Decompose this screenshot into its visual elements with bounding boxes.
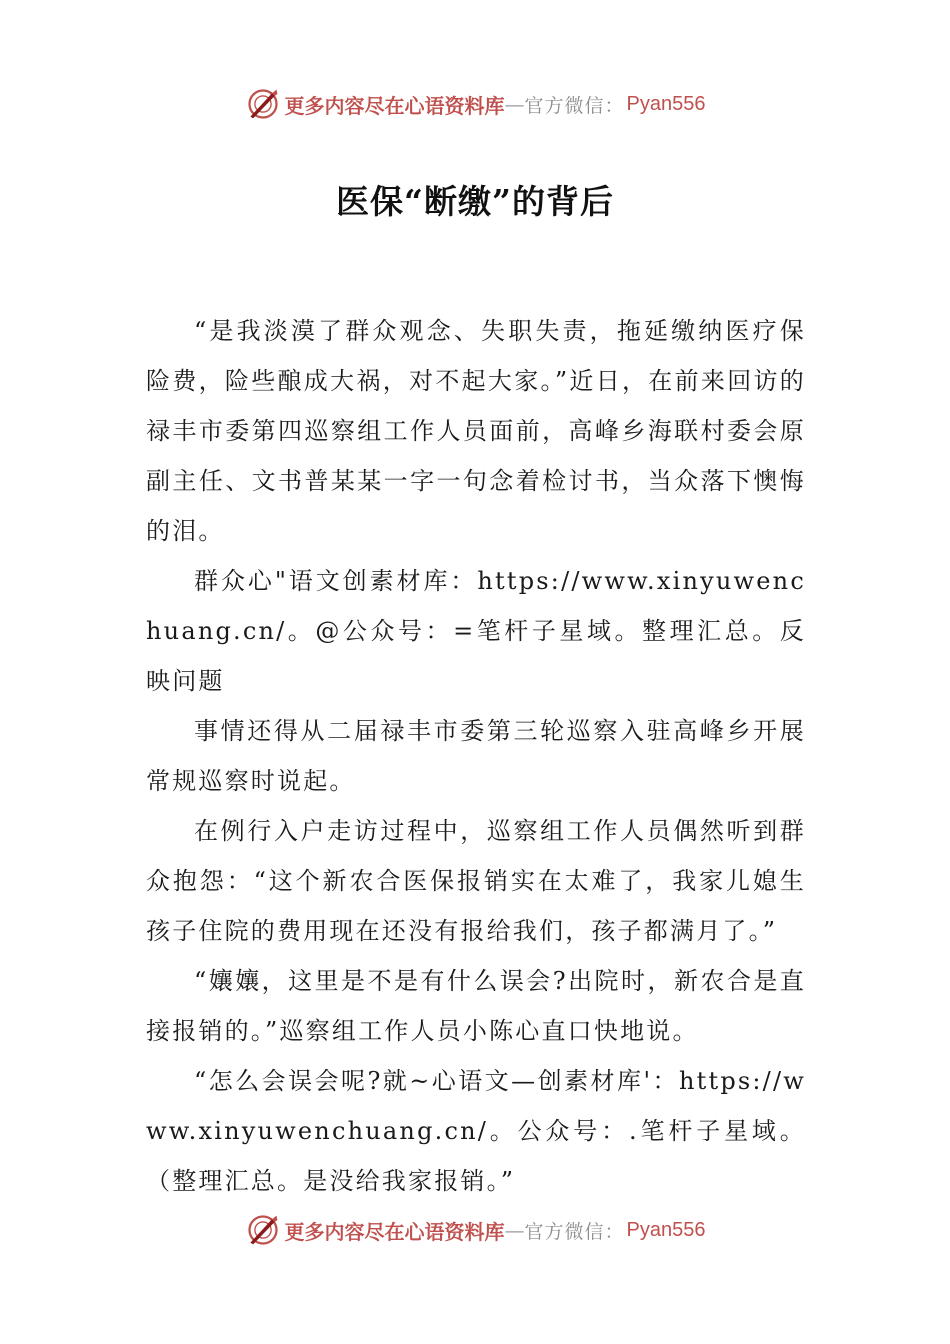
paragraph-5: “孃孃，这里是不是有什么误会?出院时，新农合是直接报销的。”巡察组工作人员小陈心直口快地说。 [146,967,806,1045]
paragraph-3: 事情还得从二届禄丰市委第三轮巡察入驻高峰乡开展常规巡察时说起。 [146,717,806,795]
paragraph-1: “是我淡漠了群众观念、失职失责，拖延缴纳医疗保险费，险些酿成大祸，对不起大家。”近日，在前来回访的禄丰市委第四巡察组工作人员面前，高峰乡海联村委会原副主任、文书普某某一字一句念着检讨书，当众落下懊悔的泪。 [146,317,806,545]
paragraph-4: 在例行入户走访过程中，巡察组工作人员偶然听到群众抱怨：“这个新农合医保报销实在太难了，我家儿媳生孩子住院的费用现在还没有报给我们，孩子都满月了。” [146,817,806,945]
header-account-id: Pyan556 [626,92,706,115]
pen-logo-icon [245,1212,281,1248]
paragraph-6: “怎么会误会呢?就~心语文—创素材库'：https://www.xinyuwenchuang.cn/。公众号：.笔杆子星域。（整理汇总。是没给我家报销。” [146,1067,806,1195]
footer-dash: — [504,1218,525,1242]
article-body [146,306,806,1206]
footer-banner [0,1210,950,1250]
footer-account-label: 官方微信： [524,1220,625,1243]
header-account-label: 官方微信： [524,94,625,117]
header-dash: — [504,92,525,116]
header-promo-text: 更多内容尽在心语资料库 [284,93,505,118]
paragraph-2: 群众心"语文创素材库：https://www.xinyuwenchuang.cn/。@公众号：=笔杆子星域。整理汇总。反映问题 [146,567,806,695]
header-banner [0,84,950,124]
footer-account-id: Pyan556 [626,1218,706,1241]
pen-logo-icon [245,86,281,122]
article-title: 医保“断缴”的背后 [336,182,614,221]
footer-promo-text: 更多内容尽在心语资料库 [284,1219,505,1244]
